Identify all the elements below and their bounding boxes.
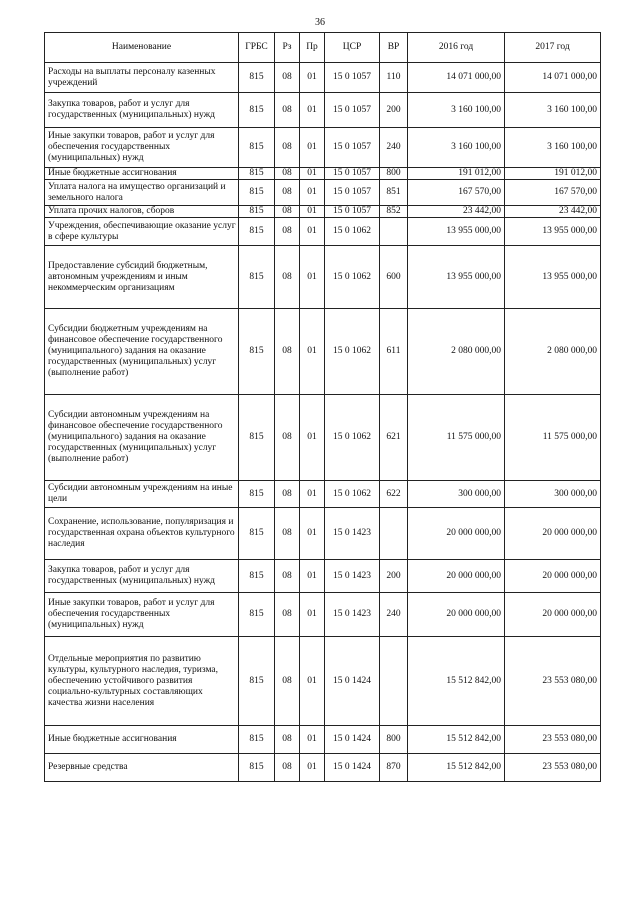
cell-pr: 01 [300, 218, 325, 246]
cell-vr: 240 [380, 593, 408, 637]
cell-name: Уплата прочих налогов, сборов [45, 206, 239, 218]
cell-grbs: 815 [239, 395, 275, 481]
table-row [45, 637, 601, 726]
header-name: Наименование [45, 33, 239, 63]
cell-rz: 08 [275, 246, 300, 309]
cell-rz: 08 [275, 481, 300, 508]
budget-table [44, 32, 601, 782]
cell-rz: 08 [275, 754, 300, 782]
table-row [45, 481, 601, 508]
table-row [45, 726, 601, 754]
cell-csr: 15 0 1062 [325, 246, 380, 309]
cell-name: Иные бюджетные ассигнования [45, 726, 239, 754]
header-grbs: ГРБС [239, 33, 275, 63]
cell-name: Закупка товаров, работ и услуг для государственных (муниципальных) нужд [45, 560, 239, 593]
cell-rz: 08 [275, 168, 300, 180]
cell-y2017: 14 071 000,00 [505, 63, 601, 93]
cell-rz: 08 [275, 93, 300, 128]
cell-vr: 600 [380, 246, 408, 309]
table-row [45, 168, 601, 180]
table-row [45, 218, 601, 246]
cell-pr: 01 [300, 93, 325, 128]
cell-csr: 15 0 1062 [325, 395, 380, 481]
cell-csr: 15 0 1424 [325, 754, 380, 782]
cell-csr: 15 0 1057 [325, 206, 380, 218]
cell-y2016: 3 160 100,00 [408, 93, 505, 128]
cell-grbs: 815 [239, 218, 275, 246]
cell-vr: 110 [380, 63, 408, 93]
cell-grbs: 815 [239, 508, 275, 560]
cell-rz: 08 [275, 637, 300, 726]
cell-vr: 611 [380, 309, 408, 395]
cell-y2016: 15 512 842,00 [408, 754, 505, 782]
cell-y2017: 20 000 000,00 [505, 593, 601, 637]
cell-rz: 08 [275, 593, 300, 637]
cell-y2017: 13 955 000,00 [505, 218, 601, 246]
cell-vr: 800 [380, 168, 408, 180]
cell-vr: 200 [380, 93, 408, 128]
cell-rz: 08 [275, 180, 300, 206]
cell-grbs: 815 [239, 560, 275, 593]
cell-pr: 01 [300, 754, 325, 782]
cell-y2016: 14 071 000,00 [408, 63, 505, 93]
cell-pr: 01 [300, 246, 325, 309]
table-row [45, 395, 601, 481]
cell-y2016: 23 442,00 [408, 206, 505, 218]
cell-y2016: 20 000 000,00 [408, 508, 505, 560]
cell-y2016: 15 512 842,00 [408, 726, 505, 754]
header-pr: Пр [300, 33, 325, 63]
cell-name: Сохранение, использование, популяризация и государственная охрана объектов культурного наследия [45, 508, 239, 560]
cell-csr: 15 0 1057 [325, 168, 380, 180]
cell-y2017: 20 000 000,00 [505, 508, 601, 560]
cell-pr: 01 [300, 206, 325, 218]
cell-csr: 15 0 1062 [325, 481, 380, 508]
cell-csr: 15 0 1424 [325, 637, 380, 726]
cell-y2017: 23 553 080,00 [505, 754, 601, 782]
cell-vr: 800 [380, 726, 408, 754]
cell-y2017: 23 442,00 [505, 206, 601, 218]
cell-y2016: 20 000 000,00 [408, 560, 505, 593]
cell-y2016: 191 012,00 [408, 168, 505, 180]
cell-grbs: 815 [239, 309, 275, 395]
cell-y2017: 11 575 000,00 [505, 395, 601, 481]
cell-name: Резервные средства [45, 754, 239, 782]
table-header-row [45, 33, 601, 63]
header-2017: 2017 год [505, 33, 601, 63]
cell-y2017: 3 160 100,00 [505, 93, 601, 128]
cell-grbs: 815 [239, 93, 275, 128]
cell-y2016: 13 955 000,00 [408, 246, 505, 309]
cell-pr: 01 [300, 395, 325, 481]
cell-name: Учреждения, обеспечивающие оказание услуг в сфере культуры [45, 218, 239, 246]
cell-name: Иные бюджетные ассигнования [45, 168, 239, 180]
table-row [45, 180, 601, 206]
cell-name: Иные закупки товаров, работ и услуг для обеспечения государственных (муниципальных) нужд [45, 128, 239, 168]
cell-pr: 01 [300, 309, 325, 395]
table-row [45, 560, 601, 593]
cell-y2016: 2 080 000,00 [408, 309, 505, 395]
cell-rz: 08 [275, 128, 300, 168]
cell-pr: 01 [300, 481, 325, 508]
cell-grbs: 815 [239, 168, 275, 180]
cell-y2017: 2 080 000,00 [505, 309, 601, 395]
cell-grbs: 815 [239, 593, 275, 637]
cell-name: Предоставление субсидий бюджетным, автономным учреждениям и иным некоммерческим организациям [45, 246, 239, 309]
table-row [45, 754, 601, 782]
cell-name: Закупка товаров, работ и услуг для государственных (муниципальных) нужд [45, 93, 239, 128]
header-vr: ВР [380, 33, 408, 63]
cell-name: Субсидии бюджетным учреждениям на финансовое обеспечение государственного (муниципального) задания на оказание государственных (муниципальных) услуг (выполнение работ) [45, 309, 239, 395]
cell-y2017: 23 553 080,00 [505, 637, 601, 726]
cell-vr [380, 218, 408, 246]
cell-pr: 01 [300, 168, 325, 180]
cell-rz: 08 [275, 218, 300, 246]
cell-pr: 01 [300, 593, 325, 637]
cell-grbs: 815 [239, 726, 275, 754]
cell-vr: 621 [380, 395, 408, 481]
cell-grbs: 815 [239, 180, 275, 206]
cell-rz: 08 [275, 508, 300, 560]
cell-csr: 15 0 1057 [325, 180, 380, 206]
cell-vr [380, 508, 408, 560]
table-row [45, 63, 601, 93]
cell-rz: 08 [275, 63, 300, 93]
cell-y2017: 13 955 000,00 [505, 246, 601, 309]
cell-name: Отдельные мероприятия по развитию культуры, культурного наследия, туризма, обеспечению устойчивого развития социально-культурных составляющих качества жизни населения [45, 637, 239, 726]
cell-rz: 08 [275, 560, 300, 593]
cell-y2016: 20 000 000,00 [408, 593, 505, 637]
table-row [45, 206, 601, 218]
cell-pr: 01 [300, 726, 325, 754]
table-row [45, 128, 601, 168]
cell-y2017: 20 000 000,00 [505, 560, 601, 593]
cell-vr: 240 [380, 128, 408, 168]
cell-pr: 01 [300, 180, 325, 206]
cell-name: Уплата налога на имущество организаций и земельного налога [45, 180, 239, 206]
cell-y2017: 191 012,00 [505, 168, 601, 180]
cell-y2016: 300 000,00 [408, 481, 505, 508]
cell-grbs: 815 [239, 206, 275, 218]
table-row [45, 309, 601, 395]
cell-csr: 15 0 1423 [325, 593, 380, 637]
cell-grbs: 815 [239, 63, 275, 93]
header-2016: 2016 год [408, 33, 505, 63]
cell-y2016: 13 955 000,00 [408, 218, 505, 246]
cell-csr: 15 0 1057 [325, 128, 380, 168]
cell-vr [380, 637, 408, 726]
cell-y2016: 15 512 842,00 [408, 637, 505, 726]
cell-name: Субсидии автономным учреждениям на финансовое обеспечение государственного (муниципального) задания на оказание государственных (муниципальных) услуг (выполнение работ) [45, 395, 239, 481]
cell-vr: 622 [380, 481, 408, 508]
cell-y2016: 11 575 000,00 [408, 395, 505, 481]
page-number: 36 [315, 17, 325, 28]
table-row [45, 593, 601, 637]
header-rz: Рз [275, 33, 300, 63]
table-row [45, 508, 601, 560]
cell-grbs: 815 [239, 128, 275, 168]
cell-y2017: 300 000,00 [505, 481, 601, 508]
cell-y2017: 3 160 100,00 [505, 128, 601, 168]
cell-grbs: 815 [239, 637, 275, 726]
cell-y2016: 3 160 100,00 [408, 128, 505, 168]
cell-vr: 851 [380, 180, 408, 206]
cell-grbs: 815 [239, 481, 275, 508]
cell-rz: 08 [275, 726, 300, 754]
cell-y2017: 23 553 080,00 [505, 726, 601, 754]
cell-csr: 15 0 1423 [325, 508, 380, 560]
cell-grbs: 815 [239, 754, 275, 782]
cell-csr: 15 0 1424 [325, 726, 380, 754]
cell-y2016: 167 570,00 [408, 180, 505, 206]
cell-grbs: 815 [239, 246, 275, 309]
cell-rz: 08 [275, 395, 300, 481]
cell-pr: 01 [300, 63, 325, 93]
cell-csr: 15 0 1062 [325, 309, 380, 395]
cell-name: Расходы на выплаты персоналу казенных учреждений [45, 63, 239, 93]
table-row [45, 246, 601, 309]
cell-rz: 08 [275, 206, 300, 218]
cell-pr: 01 [300, 508, 325, 560]
cell-vr: 870 [380, 754, 408, 782]
table-row [45, 93, 601, 128]
cell-name: Иные закупки товаров, работ и услуг для обеспечения государственных (муниципальных) нужд [45, 593, 239, 637]
cell-csr: 15 0 1423 [325, 560, 380, 593]
cell-y2017: 167 570,00 [505, 180, 601, 206]
cell-csr: 15 0 1062 [325, 218, 380, 246]
header-csr: ЦСР [325, 33, 380, 63]
cell-csr: 15 0 1057 [325, 63, 380, 93]
cell-pr: 01 [300, 128, 325, 168]
cell-vr: 852 [380, 206, 408, 218]
cell-pr: 01 [300, 637, 325, 726]
cell-pr: 01 [300, 560, 325, 593]
cell-vr: 200 [380, 560, 408, 593]
cell-name: Субсидии автономным учреждениям на иные цели [45, 481, 239, 508]
cell-csr: 15 0 1057 [325, 93, 380, 128]
cell-rz: 08 [275, 309, 300, 395]
